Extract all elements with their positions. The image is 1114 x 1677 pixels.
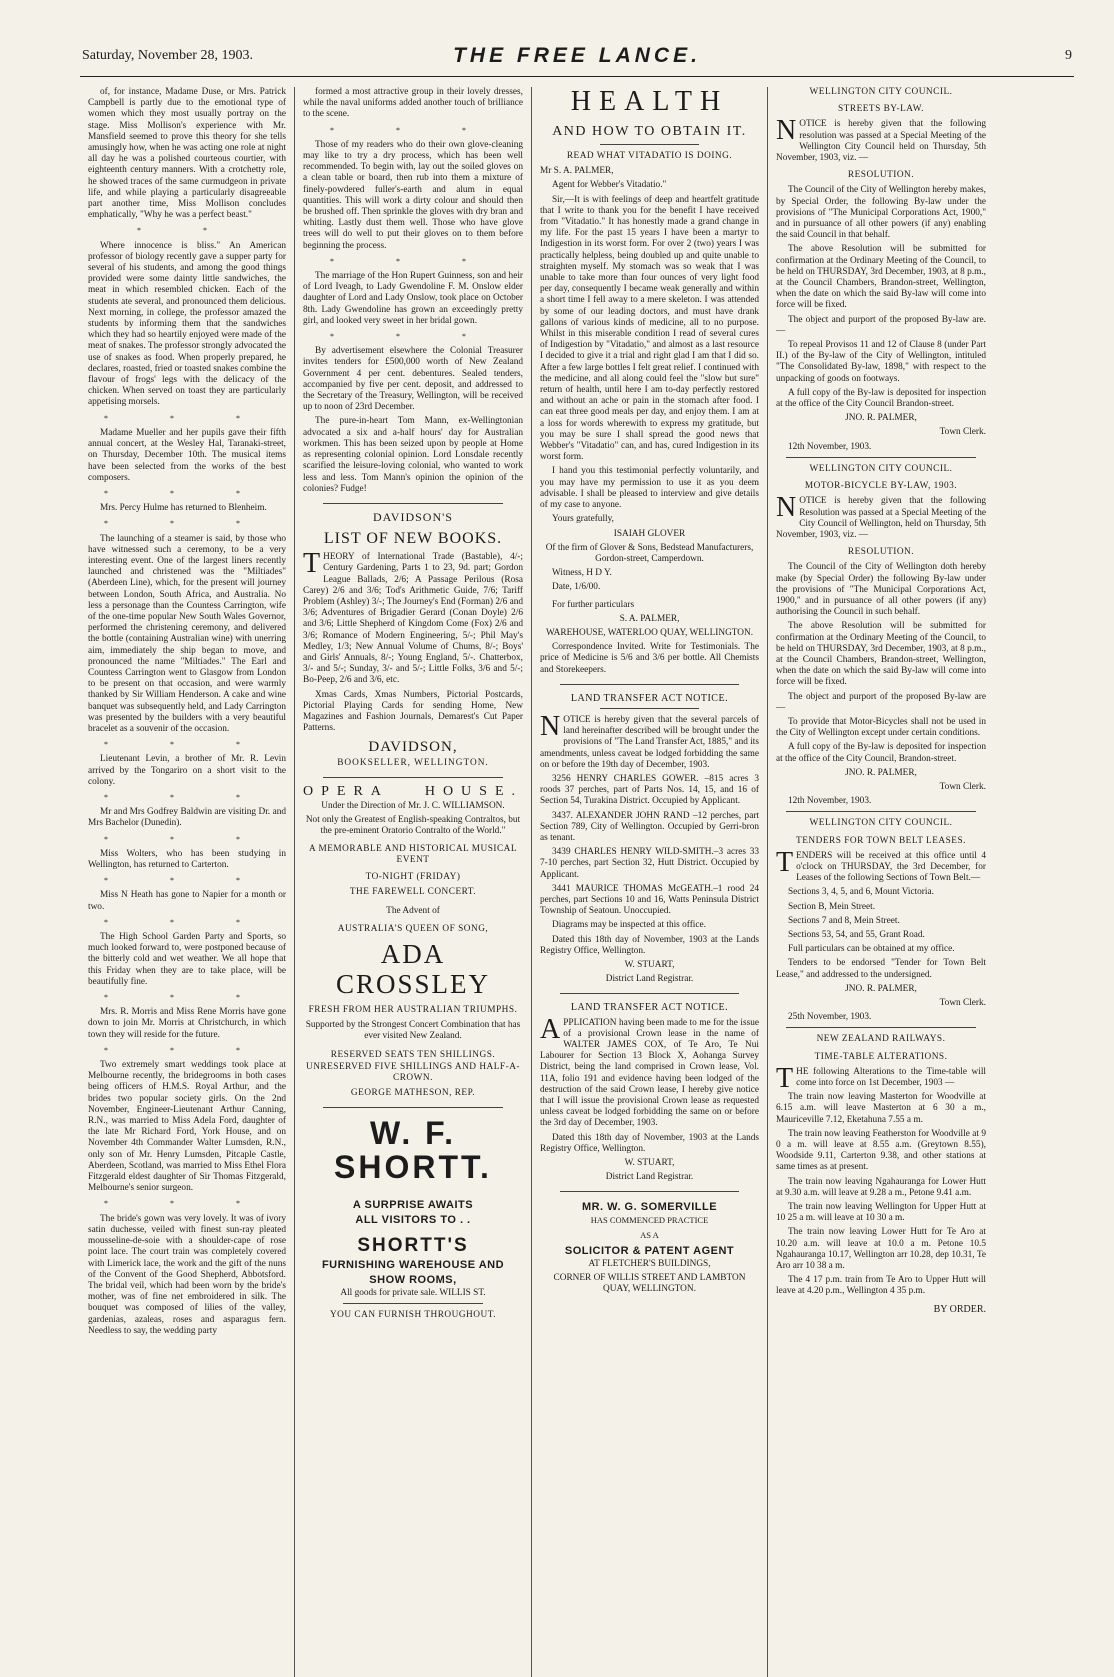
ad-line: Of the firm of Glover & Sons, Bedstead Manufacturers, Gordon-street, Camperdown. [545, 542, 754, 564]
notice-item: Section B, Mein Street. [788, 901, 876, 912]
article-paragraph: Where innocence is bliss." An American professor of biology recently gave a supper party for several of his students, and among the good things provided were some dainty little sandwiches, the meat in which resembled chicken. Each of the students ate several, and pronounced them delicious. Next morning, in college, the professor amazed the students by informing them that the sandwiches which they had so heartily enjoyed were made of the meat of snakes. The professor strongly advocated the use of snakes as food. When properly prepared, he declares, roasted, fried or toasted snakes combine the flavour of frogs' legs with the delicacy of the chicken. When served on toast they are particularly appetising morsels. [88, 240, 286, 408]
separator-stars: * * * [104, 1199, 270, 1209]
article-paragraph: of, for instance, Madame Duse, or Mrs. Patrick Campbell is partly due to the emotional type of women which they most usually portray on the stage. Miss Mollison's experience with Mr. Mansfield seemed to prove this theory for she tells amusingly how, when he was acting one role at night all day he was a polished courteous courtier, with eighteenth century manners. With a crotchetty role, he showed traces of the same curmudgeon in private life, and while playing a particularly disagreeable part another time, Miss Mollison concludes emphatically, "Why he was a perfect beast." [88, 87, 286, 221]
notice-subheading: TIME-TABLE ALTERATIONS. [814, 1051, 948, 1062]
ad-line: Date, 1/6/00. [552, 582, 601, 593]
ad-line: Supported by the Strongest Concert Combination that has ever visited New Zealand. [305, 1020, 521, 1042]
notice-subheading: MOTOR-BICYCLE BY-LAW, 1903. [804, 481, 958, 492]
testimonial-letter: I hand you this testimonial perfectly voluntarily, and you may have my permission to use it as you deem advisable. I shall be pleased to interview and give details of my case to anyone. [540, 466, 759, 511]
ad-line: A SURPRISE AWAITS [352, 1199, 474, 1212]
ad-heading: LIST OF NEW BOOKS. [323, 530, 503, 548]
notice-signature-title: District Land Registrar. [605, 974, 694, 985]
notice-item: The train now leaving Masterton for Woodville at 6.15 a.m. will leave Masterton at 6 30 a m., Mauriceville 7.12, Eketahuna 7.55 a m. [776, 1092, 986, 1125]
ad-line: S. A. PALMER, [619, 613, 680, 624]
ad-body: THEORY of International Trade (Bastable), 4/-; Century Gardening, Parts 1 to 23, 9d. part; Gordon League Ballads, 2/6; A Passage Perilous (Rosa Carey) 2/6 and 3/6; Tod's Arithmetic Guide, 7/6; Tariff Problem (Ashley) 3/-; The Journey's End (Forman) 2/6 and 3/6; Adventures of Brigadier Gerard (Conan Doyle) 2/6 and 3/6; Little Shepherd of Kingdom Come (Fox) 2/6 and 3/6; Romance of Modern Engineering, 5/-; Phil May's Medley, 1/3; New Annual Volume of Chums, 8/-; Boys' and Girls' Annuals, 8/-; Young England, 5/-. Chatterbox, 3/- and 5/-; Sunday, 3/- and 5/-; Little Folks, 3/6 and 5/-; Bo-Peep, 2/6 and 3/6, etc. [303, 548, 523, 686]
article-paragraph: Two extremely smart weddings took place at Melbourne recently, the bridegrooms in both cases being officers of H.M.S. Royal Arthur, and the brides two popular society girls. On the 2nd November, Engineer-Lieutenant Arthur Canning, R.N., was married to Miss Adela Ford, daughter of the late Mr Richard Ford, York House, and on November 4th Commander Walter Lumsden, R.N., only son of Mr. Henry Lumsden, Pitcaple Castle, Aberdeen, Scotland, was married to Miss Ethel Flora Fitzgerald eldest daughter of Sir Thomas Fitzgerald, Melbourne's senior surgeon. [88, 1060, 286, 1194]
notice-body: NOTICE is hereby given that the following Resolution was passed at a Special Meeting of the City Council of Wellington, held on Thursday, 5th November, 1903, viz. — [776, 492, 986, 540]
notice-body: Diagrams may be inspected at this office. [552, 920, 706, 931]
notice-body: Tenders to be endorsed "Tender for Town Belt Lease," and addressed to the undersigned. [776, 958, 986, 980]
notice-body: The above Resolution will be submitted for confirmation at the Ordinary Meeting of the Council, to be held on THURSDAY, 3rd December, 1903, at 8 p.m., at the Council Chambers, Brandon-street, Wellington, when the date on which the said By-law will come into force will be fixed. [776, 244, 986, 311]
separator-stars: * * * [104, 993, 270, 1003]
notice-item: 3437. ALEXANDER JOHN RAND –12 perches, part Section 789, City of Wellington. Occupied by Gerri-bron as tenant. [540, 810, 759, 843]
notice-heading: NEW ZEALAND RAILWAYS. [816, 1034, 946, 1045]
divider [323, 503, 503, 504]
ad-line: MR. W. G. SOMERVILLE [581, 1201, 718, 1214]
ad-line: TO-NIGHT (FRIDAY) [365, 871, 461, 882]
notice-item: The train now leaving Featherston for Woodville at 9 0 a m. will leave at 8.55 a.m. (Greytown 8.55), Woodside 9.11, Carterton 9.38, and other stations at same times as at present. [776, 1128, 986, 1173]
ad-line: FRESH FROM HER AUSTRALIAN TRIUMPHS. [308, 1004, 518, 1015]
ad-line: Mr S. A. PALMER, [540, 166, 614, 177]
column-3 [531, 87, 767, 1677]
ad-line: SHOW ROOMS, [369, 1274, 457, 1287]
notice-body: TENDERS will be received at this office until 4 o'clock on THURSDAY, the 3rd December, for Leases of the following Sections of Town Belt.— [776, 846, 986, 884]
article-paragraph: Mrs. Percy Hulme has returned to Blenheim. [100, 503, 267, 514]
health-heading: HEALTH [570, 87, 729, 117]
notice-signature-title: District Land Registrar. [605, 1172, 694, 1183]
ad-line: FURNISHING WAREHOUSE AND [321, 1259, 505, 1272]
ad-line: All goods for private sale. WILLIS ST. [340, 1288, 486, 1299]
separator-stars: * * * [330, 332, 496, 342]
ad-heading: OPERA HOUSE. [303, 783, 523, 799]
notice-item: Sections 3, 4, 5, and 6, Mount Victoria. [788, 887, 934, 898]
ad-line: ISAIAH GLOVER [613, 528, 686, 539]
divider [323, 777, 503, 778]
notice-subheading: RESOLUTION. [847, 547, 915, 558]
article-paragraph: The bride's gown was very lovely. It was of ivory satin duchesse, veiled with finest sun-ray pleated mousseline-de-soie with a shoulder-cape of rose point lace. The court train was completely covered with Limerick lace, the work and the gift of the nuns of the Convent of the Good Shepherd, Abbotsford. The bridal veil, which had been worn by the bride's mother, was of fine net embroidered in silk. The bouquet was composed of lilies of the valley, gardenias, azaleas, roses and asparagus fern. Needless to say, the wedding party [88, 1213, 286, 1336]
notice-body: Full particulars can be obtained at my office. [788, 944, 955, 955]
notice-body: The above Resolution will be submitted for confirmation at the Ordinary Meeting of the Council, to be held on THURSDAY, 3rd December, 1903, at 8 p.m., at the Council Chambers, Brandon-street, Wellington, when the date on which the said By-law will come into force will be fixed. [776, 621, 986, 688]
divider [786, 457, 976, 458]
notice-item: Sections 53, 54, and 55, Grant Road. [788, 930, 925, 940]
notice-signature: JNO. R. PALMER, [845, 413, 917, 424]
article-paragraph: The marriage of the Hon Rupert Guinness, son and heir of Lord Iveagh, to Lady Gwendoline F. M. Onslow elder daughter of Lord and Lady Onslow, took place on October 8th. Lady Gwendoline has grown an exceedingly pretty girl, and looked very sweet in her bridal gown. [303, 271, 523, 326]
column-1 [80, 87, 294, 1677]
divider [560, 684, 739, 685]
notice-body: NOTICE is hereby given that the several parcels of land hereinafter described will be brought under the provisions of "The Land Transfer Act, 1885," and its amendments, unless caveat be lodged forbidding the same on or before the 19th day of December, 1903. [540, 710, 759, 770]
ad-line: RESERVED SEATS TEN SHILLINGS. UNRESERVED FIVE SHILLINGS AND HALF-A-CROWN. [305, 1050, 521, 1083]
davidson-ad [303, 509, 523, 769]
ad-line: Under the Direction of Mr. J. C. WILLIAMSON. [321, 800, 505, 811]
notice-subheading: RESOLUTION. [847, 170, 915, 181]
notice-body: A full copy of the By-law is deposited for inspection at the office of the City Council Brandon-street. [776, 387, 986, 410]
separator-stars: * * * [104, 519, 270, 529]
page-header [80, 44, 1074, 77]
notice-body: A full copy of the By-law is deposited for inspection at the office of the City Council, Brandon-street. [776, 742, 986, 764]
separator-stars: * * * [104, 792, 270, 802]
notice-body: Dated this 18th day of November, 1903 at the Lands Registry Office, Wellington. [540, 1132, 759, 1154]
article-paragraph: The pure-in-heart Tom Mann, ex-Wellingtonian advocated a six and a-half hours' day for Australian workmen. This has been seized upon by people at Home as representing colonial opinion. Lord Lonsdale recently scarified the leisure-loving colonial, who wanted to work less and less. Tom Mann's opinion the opinion of the colonies? Fudge! [303, 416, 523, 494]
ad-line: AUSTRALIA'S QUEEN OF SONG, [337, 923, 489, 934]
article-paragraph: Those of my readers who do their own glove-cleaning may like to try a dry process, which has been well recommended. To begin with, lay out the soiled gloves on a clean table or board, then rub into them a mixture of finely-powdered fuller's-earth and alum in equal quantities. This will work a dirty colour and should then be brushed off. Then sprinkle the gloves with dry bran and whiting. Lastly dust them well. Those who have glove trees will do well to put their gloves on to them before beginning the process. [303, 139, 523, 251]
separator-stars: * * [137, 226, 237, 236]
article-paragraph: Mrs. R. Morris and Miss Rene Morris have gone down to join Mr. Morris at Christchurch, in which town they will reside for the future. [88, 1007, 286, 1040]
notice-item: The 4 17 p.m. train from Te Aro to Upper Hutt will leave at 4.20 p.m., Wellington 4 35 p.m. [776, 1275, 986, 1297]
notice-body: THE following Alterations to the Time-table will come into force on 1st December, 1903 — [776, 1062, 986, 1094]
notice-body: The object and purport of the proposed By-law are — [776, 691, 986, 713]
notice-signature-title: Town Clerk. [939, 781, 986, 792]
divider [600, 144, 699, 145]
ad-line: READ WHAT VITADATIO IS DOING. [566, 151, 733, 161]
separator-stars: * * * [104, 917, 270, 927]
ad-line: Yours gratefully, [552, 514, 614, 525]
ad-line: ALL VISITORS TO . . [355, 1214, 471, 1227]
ad-line: GEORGE MATHESON, REP. [350, 1088, 476, 1099]
notice-item: The train now leaving Ngahauranga for Lower Hutt at 9.30 a.m. will leave at 9.28 a m., Petone 9.41 a.m. [776, 1176, 986, 1198]
separator-stars: * * * [330, 256, 496, 266]
separator-stars: * * * [330, 125, 496, 135]
column-2 [294, 87, 531, 1677]
notice-signature-title: Town Clerk. [939, 427, 986, 438]
notice-signature: JNO. R. PALMER, [845, 767, 917, 778]
ad-line: Witness, H D Y. [552, 568, 612, 579]
separator-stars: * * * [104, 488, 270, 498]
land-transfer-notice-2 [540, 1002, 759, 1183]
divider [323, 1107, 503, 1108]
notice-signature: JNO. R. PALMER, [845, 983, 917, 994]
notice-body: NOTICE is hereby given that the following resolution was passed at a Special Meeting of the Wellington City Council held on Thursday, 5th November, 1903, viz. — [776, 115, 986, 164]
land-transfer-notice-1 [540, 693, 759, 986]
notice-heading: WELLINGTON CITY COUNCIL. [809, 463, 953, 474]
ad-line: SOLICITOR & PATENT AGENT [564, 1244, 735, 1257]
ad-line: The Advent of [386, 906, 440, 917]
notice-body: APPLICATION having been made to me for the issue of a provisional Crown lease in the name of WALTER JAMES COX, of Te Aro, Te Nui Labourer for Section 13 Block X, Aohanga Survey District, being the land comprised in Crown lease, Vol. 11A, folio 191 and evidence having been lodged of the destruction of the said Crown lease, I hereby give notice that I will issue the provisional Crown lease as requested unless caveat be lodged forbidding the same on or before the 3rd day of December, 1903. [540, 1013, 759, 1129]
divider [600, 708, 699, 709]
article-paragraph: The High School Garden Party and Sports, so much looked forward to, were postponed because of the bitterly cold and wet weather. We all hope that this Friday when they are to take place, will be beautifully fine. [88, 932, 286, 987]
ad-line: Agent for Webber's Vitadatio." [552, 180, 667, 191]
notice-item: The train now leaving Lower Hutt for Te Aro at 10.20 a.m. will leave at 10.0 a m. Petone 10.5 Ngahauranga 10.17, Wellington arr 10.28, dep 10.31, Te Aro arr 10 38 a m. [776, 1227, 986, 1272]
separator-stars: * * * [104, 876, 270, 886]
notice-heading: WELLINGTON CITY COUNCIL. [809, 818, 953, 829]
masthead-title: THE FREE LANCE. [453, 44, 701, 67]
ad-body: Xmas Cards, Xmas Numbers, Pictorial Postcards, Pictorial Playing Cards for sending Home, New Magazines and Fashion Journals, Demarest's Cut Paper Patterns. [303, 689, 523, 734]
ad-line: A MEMORABLE AND HISTORICAL MUSICAL EVENT [308, 843, 518, 865]
ad-sub: BOOKSELLER, WELLINGTON. [337, 757, 489, 768]
ad-line: Not only the Greatest of English-speaking Contraltos, but the pre-eminent Oratorio Contralto of the World." [305, 815, 521, 837]
notice-item: 3439 CHARLES HENRY WILD-SMITH.–3 acres 33 7-10 perches, part Section 32, Hutt District. Occupied by Applicant. [540, 847, 759, 880]
ad-line: HAS COMMENCED PRACTICE [590, 1215, 709, 1226]
divider [786, 811, 976, 812]
notice-body: To provide that Motor-Bicycles shall not be used in the City of Wellington except under certain conditions. [776, 716, 986, 739]
article-paragraph: Lieutenant Levin, a brother of Mr. R. Levin arrived by the Tongariro on a short visit to the colony. [88, 754, 286, 787]
notice-body: The object and purport of the proposed By-law are. — [776, 314, 986, 336]
ad-line: AS A [640, 1229, 659, 1240]
article-paragraph: Miss N Heath has gone to Napier for a month or two. [88, 890, 286, 912]
ad-name: DAVIDSON, [368, 739, 458, 756]
ad-line: Correspondence Invited. Write for Testimonials. The price of Medicine is 5/6 and 3/6 per bottle. All Chemists and Storekeepers. [540, 642, 759, 675]
health-subheading: AND HOW TO OBTAIN IT. [552, 124, 747, 139]
shortt-name: W. F. SHORTT. [334, 1115, 492, 1186]
ad-line: WAREHOUSE, WATERLOO QUAY, WELLINGTON. [545, 627, 754, 638]
divider [560, 993, 739, 994]
divider [786, 1027, 976, 1028]
notice-body: Dated this 18th day of November, 1903 at the Lands Registry Office, Wellington. [540, 934, 759, 956]
article-paragraph: formed a most attractive group in their lovely dresses, while the naval uniforms added another touch of brilliance to the scene. [303, 87, 523, 120]
notice-signature: BY ORDER. [933, 1303, 986, 1315]
article-paragraph: The launching of a steamer is said, by those who have witnessed such a ceremony, to be a very interesting event. One of the largest liners recently launched and christened was the "Miltiades" (Aberdeen Line), which, for the present will journey between London, South Africa, and Australia. No less a personage than the Countess Carrington, wife of the one-time popular New South Wales Governor, performed the christening ceremony, and delivered the bottle (containing Australian wine) with unerring aim, immediately the ship began to move, and pronounced the name "Miltiades." The Earl and Countess Carrington went to Glasgow from London to be present on that occasion, and were warmly thanked by Sir William Henderson. A cake and wine banquet was subsequently held, and Lady Carrington was presented by the builders with a very beautiful bracelet as a souvenir of the occasion. [88, 533, 286, 734]
divider [343, 1303, 483, 1304]
notice-date: 25th November, 1903. [788, 1012, 872, 1023]
notice-signature: W. STUART, [624, 960, 675, 970]
separator-stars: * * * [104, 1045, 270, 1055]
notice-item: 3256 HENRY CHARLES GOWER. –815 acres 3 roods 37 perches, part of Parts Nos. 14, 15, and 16 of Section 54, Turakina District. Occupied by Applicant. [540, 773, 759, 807]
notice-subheading: TENDERS FOR TOWN BELT LEASES. [796, 835, 966, 846]
article-paragraph: Mr and Mrs Godfrey Baldwin are visiting Dr. and Mrs Bachelor (Dunedin). [88, 807, 286, 829]
ad-line: CORNER OF WILLIS STREET AND LAMBTON QUAY, WELLINGTON. [553, 1273, 746, 1295]
ad-line: For further particulars [552, 599, 635, 610]
ad-line: YOU CAN FURNISH THROUGHOUT. [329, 1310, 497, 1321]
issue-date: Saturday, November 28, 1903. [82, 48, 253, 63]
notice-date: 12th November, 1903. [788, 441, 872, 452]
notice-body: The Council of the City of Wellington doth hereby make (by Special Order) the following By-law under the provisions of "The Municipal Corporations Act, 1900," and in pursuance of all other powers (if any) authorising the Council in such behalf. [776, 562, 986, 618]
separator-stars: * * * [104, 740, 270, 750]
testimonial-letter: Sir,—It is with feelings of deep and heartfelt gratitude that I write to thank you for the benefit I have received from "Vitadatio." It has honestly made a grand change in my life. For the past 15 years I have been a martyr to Indigestion in its worst form. For over 2 (two) years I was practically helpless, being doubled up and quite unable to straighten myself. My stomach was so weak that I was unable to take more than four ounces of very light food per day, consequently I became weak generally and within a short time I fell away to a mere skeleton. I was attended by some of our leading doctors, and must have drank gallons of various kinds of medicine, all to no purpose. Whilst in this miserable condition I read of several cures of Indigestion by "Vitadatio," and almost as a last resource I decided to give it a trial and right glad I am that I did so. After a few large bottles I felt great relief. I continued with the medicine, and all along could feel the "slow but sure" return of health, until here I am to-day perfectly restored and without an ache or pain in the stomach after food. I can eat three good meals per day, and enjoy them. I am at a loss for words wherewith to express my gratitude, but you may be sure I shall spread the good news that Webber's "Vitadatio" can, and has, cured Indigestion in its worst form. [540, 194, 759, 463]
article-paragraph: By advertisement elsewhere the Colonial Treasurer invites tenders for £500,000 worth of New Zealand Government 4 per cent. debentures. Sealed tenders, accompanied by five per cent. deposit, and addressed to the Secretary of the Treasury, Wellington, will be received up to noon of 23rd December. [303, 346, 523, 413]
notice-signature-title: Town Clerk. [939, 998, 986, 1009]
notice-body: To repeal Provisos 11 and 12 of Clause 8 (under Part II.) of the By-law of the City of Wellington, intituled "The Consolidated By-law, 1898," with respect to the unpacking of goods on footways. [776, 340, 986, 384]
article-paragraph: Miss Wolters, who has been studying in Wellington, has returned to Carterton. [88, 848, 286, 870]
somerville-ad [540, 1200, 759, 1295]
ad-line: SHORTT'S [357, 1235, 469, 1257]
article-paragraph: Madame Mueller and her pupils gave their fifth annual concert, at the Wesley Hal, Taranaki-street, on Thursday, December 10th. The musical items have been selected from the works of the best composers. [88, 427, 286, 483]
divider [560, 1191, 739, 1192]
notice-heading: LAND TRANSFER ACT NOTICE. [570, 692, 729, 704]
ad-line: AT FLETCHER'S BUILDINGS, [588, 1258, 711, 1269]
notice-body: The Council of the City of Wellington hereby makes, by Special Order, the following By-law under the provisions of "The Municipal Corporations Act, 1900," and in pursuance of all other powers (if any) enabling the said Council in that behalf. [776, 185, 986, 241]
ad-line: THE FAREWELL CONCERT. [349, 887, 477, 898]
column-4 [767, 87, 994, 1677]
notice-heading: LAND TRANSFER ACT NOTICE. [570, 1002, 729, 1014]
opera-house-ad [303, 783, 523, 1099]
ad-heading: DAVIDSON'S [373, 509, 453, 524]
notice-date: 12th November, 1903. [788, 796, 872, 807]
notice-item: 3441 MAURICE THOMAS McGEATH.–1 rood 24 perches, part Sections 10 and 16, Watts Peninsula District Township of Seatoun. Unoccupied. [540, 883, 759, 917]
notice-subheading: STREETS BY-LAW. [838, 104, 924, 115]
ada-crossley: ADA CROSSLEY [335, 938, 491, 999]
page-number: 9 [1065, 48, 1072, 63]
separator-stars: * * * [104, 834, 270, 844]
separator-stars: * * * [104, 413, 270, 423]
notice-signature: W. STUART, [624, 1158, 675, 1169]
notice-item: The train now leaving Wellington for Upper Hutt at 10 25 a m. will leave at 10 30 a m. [776, 1202, 986, 1224]
notice-heading: WELLINGTON CITY COUNCIL. [809, 87, 953, 97]
shortt-ad [303, 1116, 523, 1321]
notice-item: Sections 7 and 8, Mein Street. [788, 915, 900, 926]
